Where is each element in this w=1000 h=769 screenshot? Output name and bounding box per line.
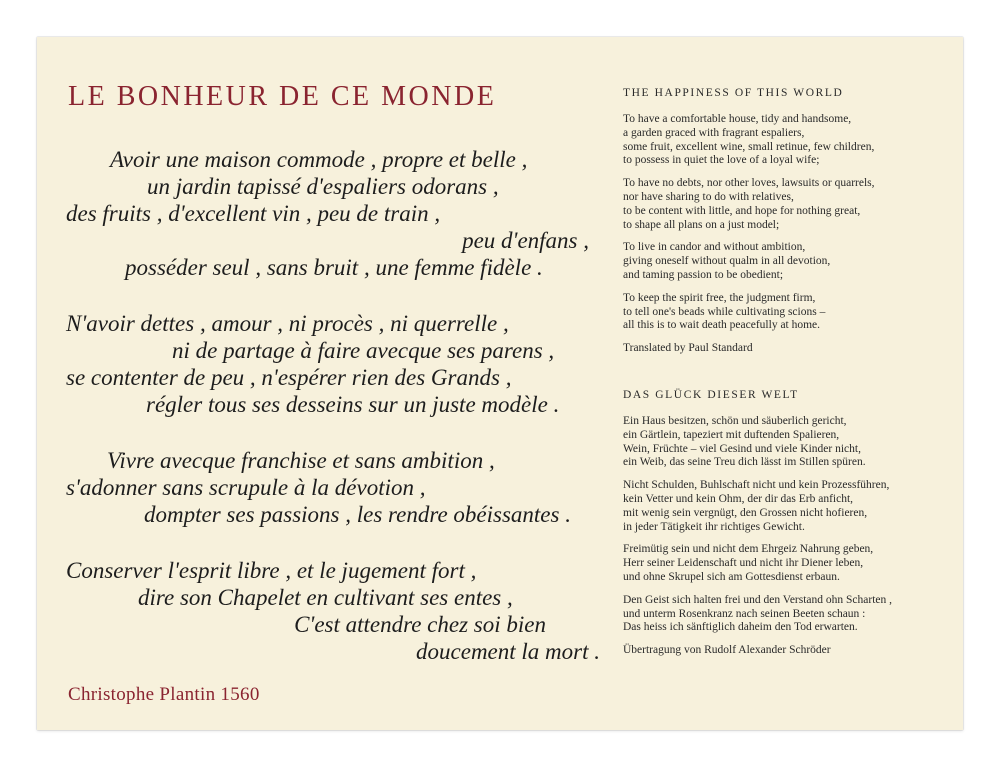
german-translator-credit: Übertragung von Rudolf Alexander Schröder [623,644,831,657]
translation-line: to possess in quiet the love of a loyal wife; [623,154,820,167]
translation-line: To have a comfortable house, tidy and handsome, [623,113,852,125]
translation-line: und unterm Rosenkranz nach seinen Beeten schaun : [623,607,866,620]
english-stanza-1 [623,113,933,168]
translation-line: Freimütig sein und nicht dem Ehrgeiz Nahrung geben, [623,543,874,556]
german-stanza-2 [623,479,933,534]
translation-line: nor have sharing to do with relatives, [623,190,794,203]
translation-line: in jeder Tätigkeit ihr richtiges Gewicht. [623,520,805,533]
french-stanza-4 [66,557,611,665]
translation-line: to tell one's beads while cultivating scions – [623,305,826,318]
poem-line: ni de partage à faire avecque ses parens , [172,338,555,363]
poem-line: C'est attendre chez soi bien [294,612,546,637]
translation-line: to be content with little, and hope for nothing great, [623,204,861,217]
english-stanza-3 [623,241,933,282]
english-translator-credit: Translated by Paul Standard [623,342,753,355]
english-stanza-4 [623,292,933,333]
french-poem-title: LE BONHEUR DE CE MONDE [68,81,497,112]
german-translation [623,388,933,658]
poem-line: un jardin tapissé d'espaliers odorans , [147,174,499,199]
poem-line: dire son Chapelet en cultivant ses entes , [138,585,513,610]
translation-line: mit wenig sein vergnügt, den Grossen nicht hofieren, [623,506,868,519]
translation-line: ein Gärtlein, tapeziert mit duftenden Spalieren, [623,428,840,441]
author-signature: Christophe Plantin 1560 [68,684,260,705]
translation-line: a garden graced with fragrant espaliers, [623,126,805,139]
german-stanza-4 [623,594,933,635]
german-stanza-1 [623,415,933,470]
poem-line: s'adonner sans scrupule à la dévotion , [66,475,426,500]
poem-line: se contenter de peu , n'espérer rien des Grands , [66,365,512,390]
german-title: DAS GLÜCK DIESER WELT [623,389,799,401]
english-title: THE HAPPINESS OF THIS WORLD [623,87,844,99]
english-translation [623,86,933,356]
translation-line: and taming passion to be obedient; [623,268,784,281]
poem-line: N'avoir dettes , amour , ni procès , ni querrelle , [66,311,509,336]
translation-line: To live in candor and without ambition, [623,241,806,254]
poem-line: Conserver l'esprit libre , et le jugement fort , [66,558,477,583]
translation-line: Das heiss ich sänftiglich daheim den Tod erwarten. [623,621,858,634]
translation-line: und ohne Skrupel sich am Gottesdienst erbaun. [623,570,840,583]
translation-line: To have no debts, nor other loves, lawsuits or quarrels, [623,177,875,190]
poem-line: peu d'enfans , [462,228,589,253]
translation-line: Herr seiner Leidenschaft und nicht ihr Diener leben, [623,557,864,570]
poem-line: posséder seul , sans bruit , une femme fidèle . [125,255,543,280]
french-stanza-1 [66,146,611,281]
translation-line: Ein Haus besitzen, schön und säuberlich gericht, [623,415,847,427]
german-stanza-3 [623,543,933,584]
translation-line: Den Geist sich halten frei und den Verstand ohn Scharten , [623,593,893,606]
translation-line: To keep the spirit free, the judgment firm, [623,291,816,304]
translation-line: Nicht Schulden, Buhlschaft nicht und kein Prozessführen, [623,479,890,492]
translation-line: ein Weib, das seine Treu dich lässt im Stillen spüren. [623,456,866,469]
translation-line: some fruit, excellent wine, small retinue, few children, [623,140,875,153]
poem-line: Avoir une maison commode , propre et belle , [110,147,528,172]
english-stanza-2 [623,177,933,232]
french-stanza-3 [66,447,611,528]
translation-line: to shape all plans on a just model; [623,218,780,231]
french-poem [66,146,611,665]
poem-line: régler tous ses desseins sur un juste modèle . [146,392,560,417]
translation-line: giving oneself without qualm in all devotion, [623,255,831,268]
translation-line: Wein, Früchte – viel Gesind und viele Kinder nicht, [623,442,861,455]
poem-line: doucement la mort . [416,639,600,664]
poem-line: dompter ses passions , les rendre obéissantes . [144,502,571,527]
translation-line: kein Vetter und kein Ohm, der dir das Erb anficht, [623,492,854,505]
translation-line: all this is to wait death peacefully at home. [623,319,821,332]
french-stanza-2 [66,310,611,418]
poem-line: des fruits , d'excellent vin , peu de train , [66,201,441,226]
poem-line: Vivre avecque franchise et sans ambition , [107,448,495,473]
